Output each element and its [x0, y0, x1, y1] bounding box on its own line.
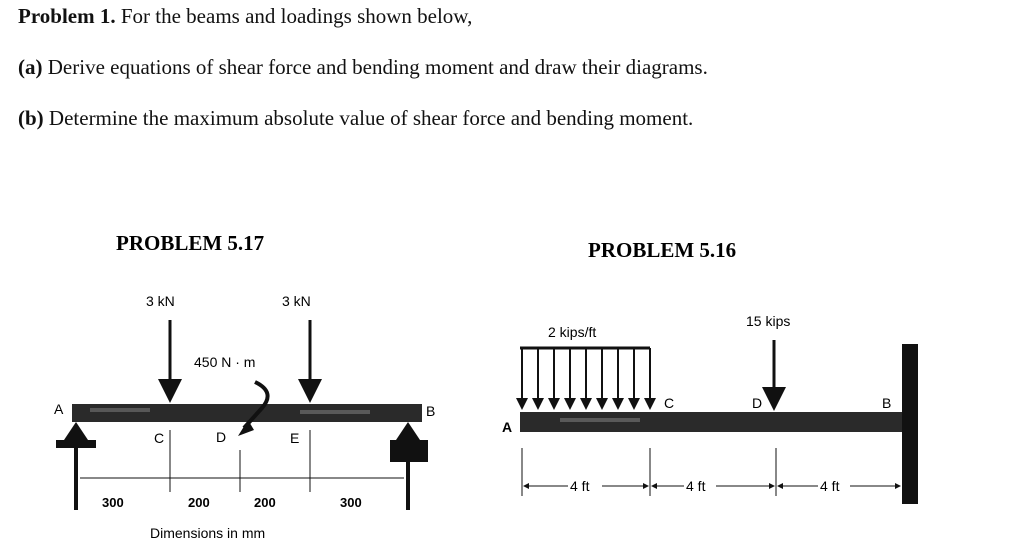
problem-number: Problem 1.	[18, 4, 116, 28]
fig517-dim-1: 300	[102, 495, 124, 510]
fig517-dim-4: 300	[340, 495, 362, 510]
fig517-title: PROBLEM 5.17	[116, 231, 265, 255]
part-b-text: Determine the maximum absolute value of shear force and bending moment.	[43, 106, 694, 130]
part-a-label: (a)	[18, 55, 43, 79]
fig516-point-b: B	[882, 395, 892, 411]
part-b-label: (b)	[18, 106, 44, 130]
fig516-point-a: A	[502, 419, 513, 435]
fig517-dim-3: 200	[254, 495, 276, 510]
fig516-fixed-support	[902, 344, 918, 504]
fig517-point-d: D	[216, 429, 227, 445]
fig517-support-a	[56, 422, 96, 510]
fig517-units-note: Dimensions in mm	[150, 525, 266, 540]
figure-problem-5-16	[502, 238, 918, 504]
fig516-title: PROBLEM 5.16	[588, 238, 737, 262]
figure-problem-5-17	[54, 231, 435, 540]
fig516-beam-texture	[560, 418, 640, 422]
fig517-beam-texture	[90, 408, 150, 412]
fig517-point-e: E	[290, 430, 300, 446]
fig517-load2-label: 3 kN	[282, 293, 311, 309]
fig516-dim-2: 4 ft	[686, 478, 706, 494]
fig516-dist-load-label: 2 kips/ft	[548, 324, 597, 340]
fig517-dim-2: 200	[188, 495, 210, 510]
fig516-point-d: D	[752, 395, 763, 411]
fig517-support-b	[390, 422, 428, 510]
fig517-load1-label: 3 kN	[146, 293, 175, 309]
problem-intro: For the beams and loadings shown below,	[115, 4, 473, 28]
fig517-couple-label: 450 N · m	[194, 354, 256, 370]
fig516-dim-3: 4 ft	[820, 478, 840, 494]
fig517-point-c: C	[154, 430, 165, 446]
fig516-dist-load-arrows	[522, 348, 650, 408]
fig516-point-load-label: 15 kips	[746, 313, 791, 329]
fig517-beam-texture	[300, 410, 370, 414]
part-a-text: Derive equations of shear force and bending moment and draw their diagrams.	[42, 55, 708, 79]
fig516-dim-1: 4 ft	[570, 478, 590, 494]
fig516-point-c: C	[664, 395, 675, 411]
fig517-point-a: A	[54, 401, 64, 417]
fig517-point-b: B	[426, 403, 436, 419]
